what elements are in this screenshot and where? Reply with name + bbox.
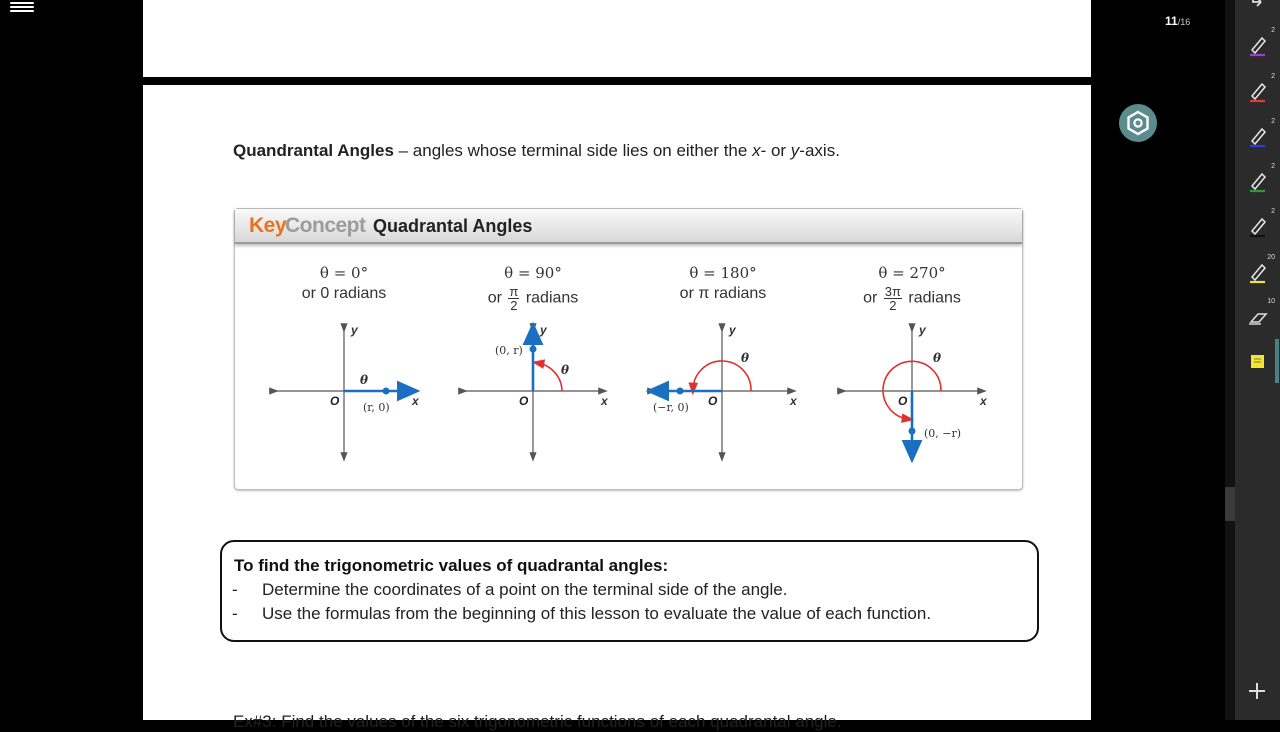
terminal-point [383,388,390,395]
y-axis-label: y [919,323,926,337]
pen-green-tool[interactable] [1243,163,1275,197]
pen-red-tool[interactable] [1243,73,1275,107]
point-label: (0, −r) [924,427,962,440]
angle-180-caption: θ = 180° or π radians [679,264,767,302]
tool-size-label: 2 [1271,27,1275,34]
pen-icon [1243,212,1273,242]
pen-icon [1243,258,1273,288]
origin-label: O [519,394,529,408]
eraser-tool[interactable] [1243,298,1275,332]
scrollbar-thumb[interactable] [1225,487,1235,521]
x-axis-label: x [601,394,608,408]
pen-icon [1243,77,1273,107]
angle-0-caption: θ = 0° or 0 radians [301,264,387,302]
page-divider [143,77,1091,85]
x-axis-label: x [980,394,987,408]
theta-label: θ [561,363,570,377]
tool-size-label: 2 [1271,73,1275,80]
intro-definition: Quandrantal Angles – angles whose terminal side lies on either the x- or y-axis. [233,141,840,160]
key-label: Key [249,214,287,237]
steps-box [220,540,1039,642]
x-axis-label: x [412,394,419,408]
pen-blue-tool[interactable] [1243,118,1275,152]
settings-hex-button[interactable] [1119,104,1157,142]
quadrantal-angle-diagrams [235,209,1022,489]
origin-label: O [330,394,340,408]
sticky-note-tool[interactable] [1243,347,1273,377]
point-label: (r, 0) [363,401,390,414]
angle-90-caption: θ = 90° or $\frac{\pi}{2}$ radians [487,264,579,313]
steps-title: To find the trigonometric values of quadrantal angles: [234,556,669,575]
theta-label: θ [360,373,369,387]
add-icon[interactable] [1246,680,1268,702]
point-label: (−r, 0) [653,401,689,414]
active-tool-indicator [1275,339,1279,383]
angle-arc [538,363,562,391]
terminal-point [677,388,684,395]
page-counter: 11/16 [1165,14,1191,28]
pen-icon [1243,122,1273,152]
y-axis-label: y [540,323,547,337]
x-axis-label: x [790,394,797,408]
document-page [143,85,1091,731]
intro-term: Quandrantal Angles [233,141,394,160]
angle-270-caption: θ = 270° or $\frac{3\pi}{2}$ radians [863,264,961,313]
concept-label: Concept [285,214,366,237]
hexagon-icon [1119,104,1157,142]
previous-page-area [143,0,1091,77]
scrollbar-track[interactable] [1225,0,1235,720]
eraser-icon [1243,302,1273,332]
tool-size-label: 2 [1271,118,1275,125]
step-item: - Determine the coordinates of a point on the terminal side of the angle. [232,580,788,599]
tool-size-label: 2 [1271,208,1275,215]
origin-label: O [898,394,908,408]
example-heading: Ex#3: Find the values of the six trigonometric functions of each quadrantal angle. [233,712,842,731]
point-label: (0, r) [495,344,523,357]
key-concept-box [234,208,1023,490]
pen-icon [1243,167,1273,197]
y-axis-label: y [351,323,358,337]
fraction: $\frac{\pi}{2}$ [509,284,519,313]
fraction: $\frac{3\pi}{2}$ [884,284,901,313]
tool-size-label: 10 [1267,298,1275,305]
pen-icon [1243,31,1273,61]
highlighter-yellow-tool[interactable] [1243,254,1275,288]
theta-label: θ [741,351,750,365]
terminal-point [909,428,916,435]
key-concept-header [235,209,1022,244]
theta-label: θ [933,351,942,365]
key-concept-title: Quadrantal Angles [373,216,533,236]
undo-icon[interactable] [1247,0,1269,10]
origin-label: O [708,394,718,408]
y-axis-label: y [729,323,736,337]
tool-size-label: 20 [1267,254,1275,261]
pen-purple-tool[interactable] [1243,27,1275,61]
sticky-note-icon [1243,347,1273,377]
menu-icon[interactable] [10,0,34,12]
pen-black-tool[interactable] [1243,208,1275,242]
terminal-point [530,346,537,353]
step-item: - Use the formulas from the beginning of this lesson to evaluate the value of each function. [232,604,932,623]
tool-size-label: 2 [1271,163,1275,170]
